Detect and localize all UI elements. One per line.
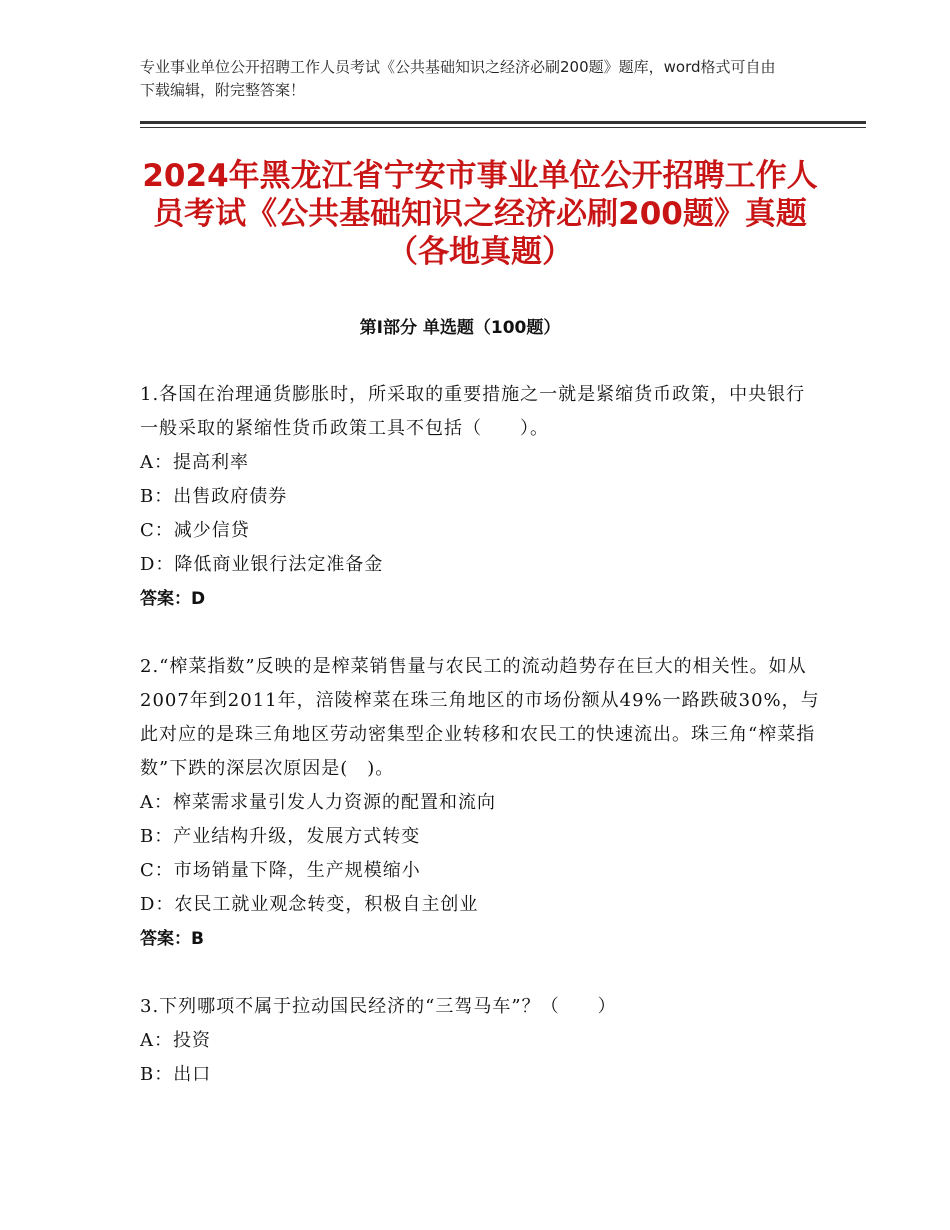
- question-spacer: [140, 616, 820, 650]
- option-d: D：降低商业银行法定准备金: [140, 554, 384, 575]
- option-c: C：市场销量下降，生产规模缩小: [140, 860, 421, 881]
- question-3: [140, 990, 820, 1092]
- option-c: C：减少信贷: [140, 520, 250, 541]
- question-1: [140, 378, 820, 616]
- option-b: B：出售政府债券: [140, 486, 288, 507]
- option-b: B：出口: [140, 1064, 212, 1085]
- option-a: A：榨菜需求量引发人力资源的配置和流向: [140, 792, 496, 813]
- option-a: A：提高利率: [140, 452, 249, 473]
- question-spacer: [140, 956, 820, 990]
- answer-label: 答案：B: [140, 929, 204, 949]
- question-stem: 1.各国在治理通货膨胀时，所采取的重要措施之一就是紧缩货币政策，中央银行一般采取的紧缩性货币政策工具不包括（ ）。: [140, 384, 806, 439]
- question-stem: 3.下列哪项不属于拉动国民经济的“三驾马车”？（ ）: [140, 996, 617, 1017]
- question-stem: 2.“榨菜指数”反映的是榨菜销售量与农民工的流动趋势存在巨大的相关性。如从2007年到2011年，涪陵榨菜在珠三角地区的市场份额从49%一路跌破30%，与此对应的是珠三角地区劳动密集型企业转移和农民工的快速流出。珠三角“榨菜指数”下跌的深层次原因是( )。: [140, 656, 820, 779]
- option-b: B：产业结构升级，发展方式转变: [140, 826, 421, 847]
- question-list: [140, 378, 820, 1092]
- header-divider-thin: [140, 127, 866, 128]
- section-title: 第Ⅰ部分 单选题（100题）: [359, 318, 561, 338]
- question-2: [140, 650, 820, 956]
- document-title: 2024年黑龙江省宁安市事业单位公开招聘工作人员考试《公共基础知识之经济必刷200题》真题（各地真题）: [142, 158, 818, 270]
- answer-label: 答案：D: [140, 589, 206, 609]
- header-note: 专业事业单位公开招聘工作人员考试《公共基础知识之经济必刷200题》题库，word格式可自由下载编辑，附完整答案！: [140, 58, 776, 99]
- header-divider-thick: [140, 121, 866, 124]
- option-d: D：农民工就业观念转变，积极自主创业: [140, 894, 479, 915]
- option-a: A：投资: [140, 1030, 211, 1051]
